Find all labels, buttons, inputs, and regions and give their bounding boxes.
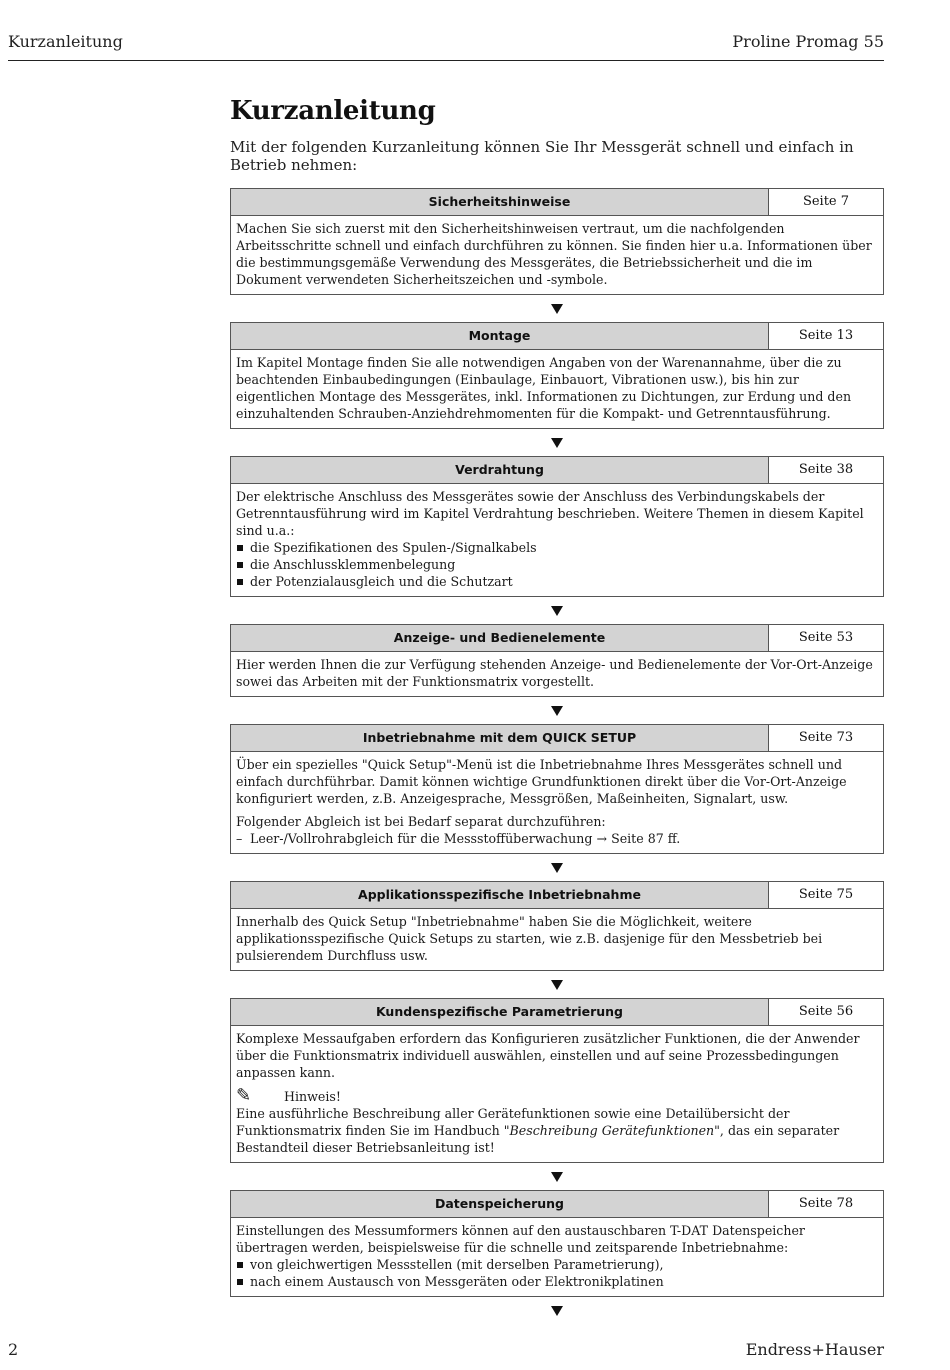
bullet-list bbox=[236, 539, 878, 590]
section-box-data-storage bbox=[230, 1190, 884, 1297]
header-section-title: Kurzanleitung bbox=[8, 32, 123, 51]
section-header bbox=[231, 882, 883, 909]
cross-reference-link[interactable]: Seite 87 ff. bbox=[611, 831, 681, 846]
section-page-ref[interactable]: Seite 7 bbox=[802, 194, 850, 209]
list-item: der Potenzialausgleich und die Schutzart bbox=[236, 573, 878, 590]
intro-text: Mit der folgenden Kurzanleitung können Sie Ihr Messgerät schnell und einfach in Betrieb nehmen: bbox=[230, 138, 854, 174]
section-title: Inbetriebnahme mit dem QUICK SETUP bbox=[231, 725, 769, 751]
section-text: Innerhalb des Quick Setup "Inbetriebnahme" haben Sie die Möglichkeit, weitere applikationsspezifische Quick Setups zu starten, wie z.B. dasjenige für den Messbetrieb bei pulsierendem Durchfluss usw. bbox=[236, 914, 823, 963]
section-page-ref[interactable]: Seite 75 bbox=[798, 887, 854, 902]
section-text: Hier werden Ihnen die zur Verfügung stehenden Anzeige- und Bedienelemente der Vor-Ort-Anzeige sowei das Arbeiten mit der Funktionsmatrix vorgestellt. bbox=[236, 657, 873, 689]
page-footer bbox=[8, 1340, 884, 1359]
dash-list-item bbox=[236, 831, 680, 846]
section-title: Datenspeicherung bbox=[231, 1191, 769, 1217]
section-box-display bbox=[230, 624, 884, 697]
section-body bbox=[231, 909, 883, 970]
brand-name: Endress+Hauser bbox=[745, 1340, 884, 1359]
section-title: Anzeige- und Bedienelemente bbox=[231, 625, 769, 651]
manual-title: Beschreibung Gerätefunktionen bbox=[509, 1123, 715, 1138]
section-text: Im Kapitel Montage finden Sie alle notwendigen Angaben von der Warenannahme, über die zu beachtenden Einbaubedingungen (Einbaulage, Einbauort, Vibrationen usw.), bis hin zur eigentlichen Montage des Messgerätes, inkl. Informationen zu Dichtungen, zur Erdung und den einzuhaltenden Schrauben-Anziehdrehmomenten für die Kompakt- und Getrenntausführung. bbox=[236, 355, 852, 421]
section-title: Verdrahtung bbox=[231, 457, 769, 483]
section-page-ref[interactable]: Seite 13 bbox=[798, 328, 854, 343]
section-text: Einstellungen des Messumformers können auf den austauschbaren T-DAT Datenspeicher übertragen werden, beispielsweise für die schnelle und zeitsparende Inbetriebnahme: bbox=[236, 1223, 805, 1255]
quick-guide-flow bbox=[230, 188, 884, 1324]
flow-arrow-down-icon bbox=[230, 597, 884, 624]
pencil-note-icon: ✎ bbox=[236, 1085, 252, 1106]
section-header bbox=[231, 625, 883, 652]
bullet-list bbox=[236, 1256, 878, 1290]
section-header bbox=[231, 457, 883, 484]
header-rule bbox=[8, 60, 884, 61]
section-body bbox=[231, 652, 883, 696]
adjustment-intro: Folgender Abgleich ist bei Bedarf separat durchzuführen: bbox=[236, 814, 606, 829]
section-header bbox=[231, 999, 883, 1026]
section-header bbox=[231, 1191, 883, 1218]
section-title: Montage bbox=[231, 323, 769, 349]
note-text-part: Eine ausführliche Beschreibung aller Gerätefunktionen sowie eine Detailübersicht der Funktionsmatrix finden Sie im Handbuch " bbox=[236, 1106, 790, 1138]
page-header bbox=[8, 32, 884, 51]
section-box-wiring bbox=[230, 456, 884, 597]
section-box-safety bbox=[230, 188, 884, 295]
flow-arrow-down-icon bbox=[230, 971, 884, 998]
section-page-ref[interactable]: Seite 56 bbox=[798, 1004, 854, 1019]
section-text: Der elektrische Anschluss des Messgerätes sowie der Anschluss des Verbindungskabels der Getrenntausführung wird im Kapitel Verdrahtung beschrieben. Weitere Themen in diesem Kapitel sind u.a.: bbox=[236, 489, 864, 538]
section-page-ref[interactable]: Seite 38 bbox=[798, 462, 854, 477]
dash-marker: – bbox=[236, 831, 243, 846]
section-title: Kundenspezifische Parametrierung bbox=[231, 999, 769, 1025]
section-box-application-commissioning bbox=[230, 881, 884, 971]
flow-arrow-down-icon bbox=[230, 697, 884, 724]
section-title: Applikationsspezifische Inbetriebnahme bbox=[231, 882, 769, 908]
list-item: die Anschlussklemmenbelegung bbox=[236, 556, 878, 573]
section-page-ref[interactable]: Seite 73 bbox=[798, 730, 854, 745]
note-label: Hinweis! bbox=[284, 1089, 341, 1104]
section-header bbox=[231, 725, 883, 752]
header-product-name: Proline Promag 55 bbox=[732, 32, 884, 51]
section-text-secondary bbox=[236, 813, 878, 847]
section-body bbox=[231, 350, 883, 428]
list-item: nach einem Austausch von Messgeräten oder Elektronikplatinen bbox=[236, 1273, 878, 1290]
section-box-mounting bbox=[230, 322, 884, 429]
section-title: Sicherheitshinweise bbox=[231, 189, 769, 215]
section-header bbox=[231, 323, 883, 350]
section-body bbox=[231, 484, 883, 596]
section-text: Komplexe Messaufgaben erfordern das Konfigurieren zusätzlicher Funktionen, die der Anwender über die Funktionsmatrix individuell auswählen, einstellen und auf seine Prozessbedingungen anpassen kann. bbox=[236, 1031, 860, 1080]
note-text-part: ", das ein separater Bestandteil dieser Betriebsanleitung ist! bbox=[236, 1123, 840, 1155]
section-box-custom-parameters bbox=[230, 998, 884, 1163]
page-title: Kurzanleitung bbox=[230, 96, 436, 126]
flow-arrow-down-icon bbox=[230, 1163, 884, 1190]
section-body bbox=[231, 1026, 883, 1162]
list-item: die Spezifikationen des Spulen-/Signalkabels bbox=[236, 539, 878, 556]
section-page-ref[interactable]: Seite 53 bbox=[798, 630, 854, 645]
section-body bbox=[231, 216, 883, 294]
section-box-quick-setup bbox=[230, 724, 884, 854]
arrow-right-icon: → bbox=[596, 831, 608, 846]
flow-arrow-down-icon bbox=[230, 1297, 884, 1324]
flow-arrow-down-icon bbox=[230, 854, 884, 881]
note-text bbox=[236, 1105, 878, 1156]
page-number: 2 bbox=[8, 1340, 19, 1359]
section-body bbox=[231, 752, 883, 853]
section-text: Machen Sie sich zuerst mit den Sicherheitshinweisen vertraut, um die nachfolgenden Arbeitsschritte schnell und einfach durchführen zu können. Sie finden hier u.a. Informationen über die bestimmungsgemäße Verwendung des Messgerätes, die Betriebssicherheit und die im Dokument verwendeten Sicherheitszeichen und -symbole. bbox=[236, 221, 872, 287]
list-item: von gleichwertigen Messstellen (mit derselben Parametrierung), bbox=[236, 1256, 878, 1273]
note-header bbox=[236, 1087, 878, 1105]
flow-arrow-down-icon bbox=[230, 295, 884, 322]
section-page-ref[interactable]: Seite 78 bbox=[798, 1196, 854, 1211]
section-body bbox=[231, 1218, 883, 1296]
section-header bbox=[231, 189, 883, 216]
section-text: Über ein spezielles "Quick Setup"-Menü ist die Inbetriebnahme Ihres Messgerätes schnell und einfach durchführbar. Damit können wichtige Grundfunktionen direkt über die Vor-Ort-Anzeige konfiguriert werden, z.B. Anzeigesprache, Messgrößen, Maßeinheiten, Signalart, usw. bbox=[236, 757, 847, 806]
dash-item-text: Leer-/Vollrohrabgleich für die Messstoffüberwachung bbox=[250, 831, 593, 846]
flow-arrow-down-icon bbox=[230, 429, 884, 456]
